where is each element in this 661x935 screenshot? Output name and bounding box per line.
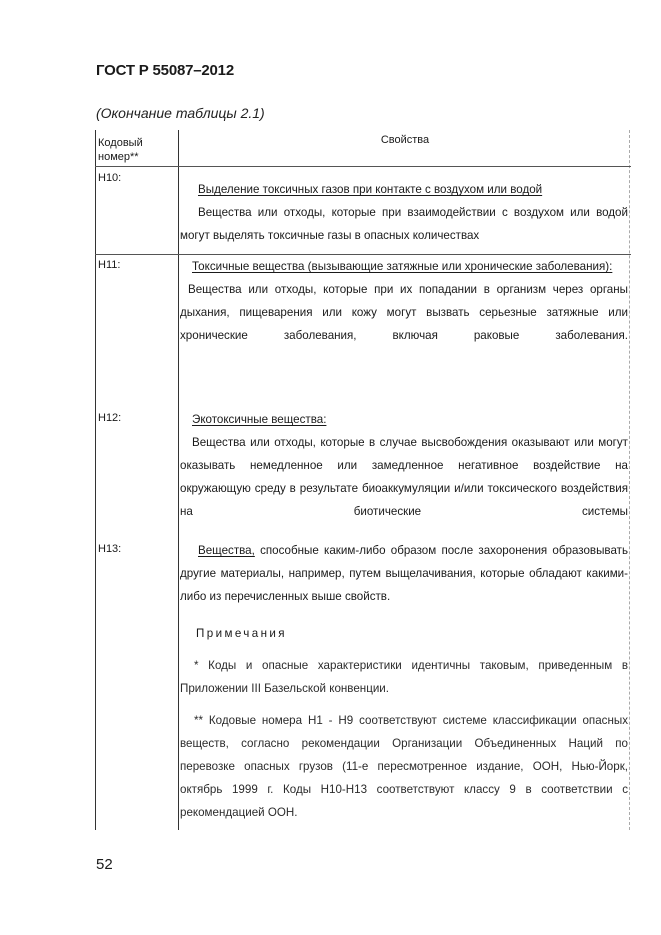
row-text-h12: Вещества или отходы, которые в случае высвобождения оказывают или могут оказывать немедленное или замедленное негативное воздействие на окружающую среду в результате биоаккумуляции и/или токсического воздействия на биотические системы bbox=[180, 436, 628, 518]
notes-heading: Примечания bbox=[196, 627, 287, 640]
row-content-h11 bbox=[180, 255, 628, 347]
document-header: ГОСТ Р 55087–2012 bbox=[96, 62, 234, 79]
note-2: ** Кодовые номера Н1 - Н9 соответствуют системе классификации опасных веществ, согласно рекомендации Организации Объединенных Наций по перевозке опасных грузов (11-е пересмотренное издание, ООН, Нью-Йорк, октябрь 1999 г. Коды Н10-Н13 соответствуют классу 9 в соответствии с рекомендацией ООН. bbox=[180, 714, 628, 819]
row-text-h11: Вещества или отходы, которые при их попадании в организм через органы дыхания, пищеварения или кожу могут вызвать серьезные затяжные или хронические заболевания, включая раковые заболевания. bbox=[180, 283, 628, 342]
notes-block bbox=[180, 622, 628, 824]
row-code-h11: Н11: bbox=[98, 259, 121, 271]
note-1: * Коды и опасные характеристики идентичны таковым, приведенным в Приложении III Базельской конвенции. bbox=[180, 659, 628, 695]
row-text-h13: способные каким-либо образом после захоронения образовывать другие материалы, например, путем выщелачивания, которые обладают какими-либо из перечисленных выше свойств. bbox=[180, 544, 628, 603]
table-header-rule bbox=[95, 166, 631, 167]
table-right-border bbox=[629, 130, 631, 830]
table-continuation-caption: (Окончание таблицы 2.1) bbox=[96, 105, 265, 121]
row-title-h13: Вещества, bbox=[198, 544, 255, 557]
row-text-h10: Вещества или отходы, которые при взаимодействии с воздухом или водой могут выделять токсичные газы в опасных количествах bbox=[180, 206, 628, 242]
row-code-h13: Н13: bbox=[98, 543, 122, 555]
row-code-h12: Н12: bbox=[98, 412, 122, 424]
row-code-h10: Н10: bbox=[98, 172, 122, 184]
table-left-border bbox=[95, 130, 96, 830]
page-number: 52 bbox=[96, 856, 113, 873]
row-title-h12: Экотоксичные вещества: bbox=[192, 413, 327, 426]
row-content-h13 bbox=[180, 539, 628, 608]
row-title-h11: Токсичные вещества (вызывающие затяжные или хронические заболевания): bbox=[192, 260, 613, 273]
table-column-divider bbox=[178, 130, 179, 830]
row-title-h10: Выделение токсичных газов при контакте с воздухом или водой bbox=[198, 183, 543, 196]
row-content-h12 bbox=[180, 408, 628, 523]
column-header-properties: Свойства bbox=[380, 134, 430, 146]
row-content-h10 bbox=[180, 178, 628, 247]
column-header-code: Кодовый номер** bbox=[98, 137, 143, 163]
